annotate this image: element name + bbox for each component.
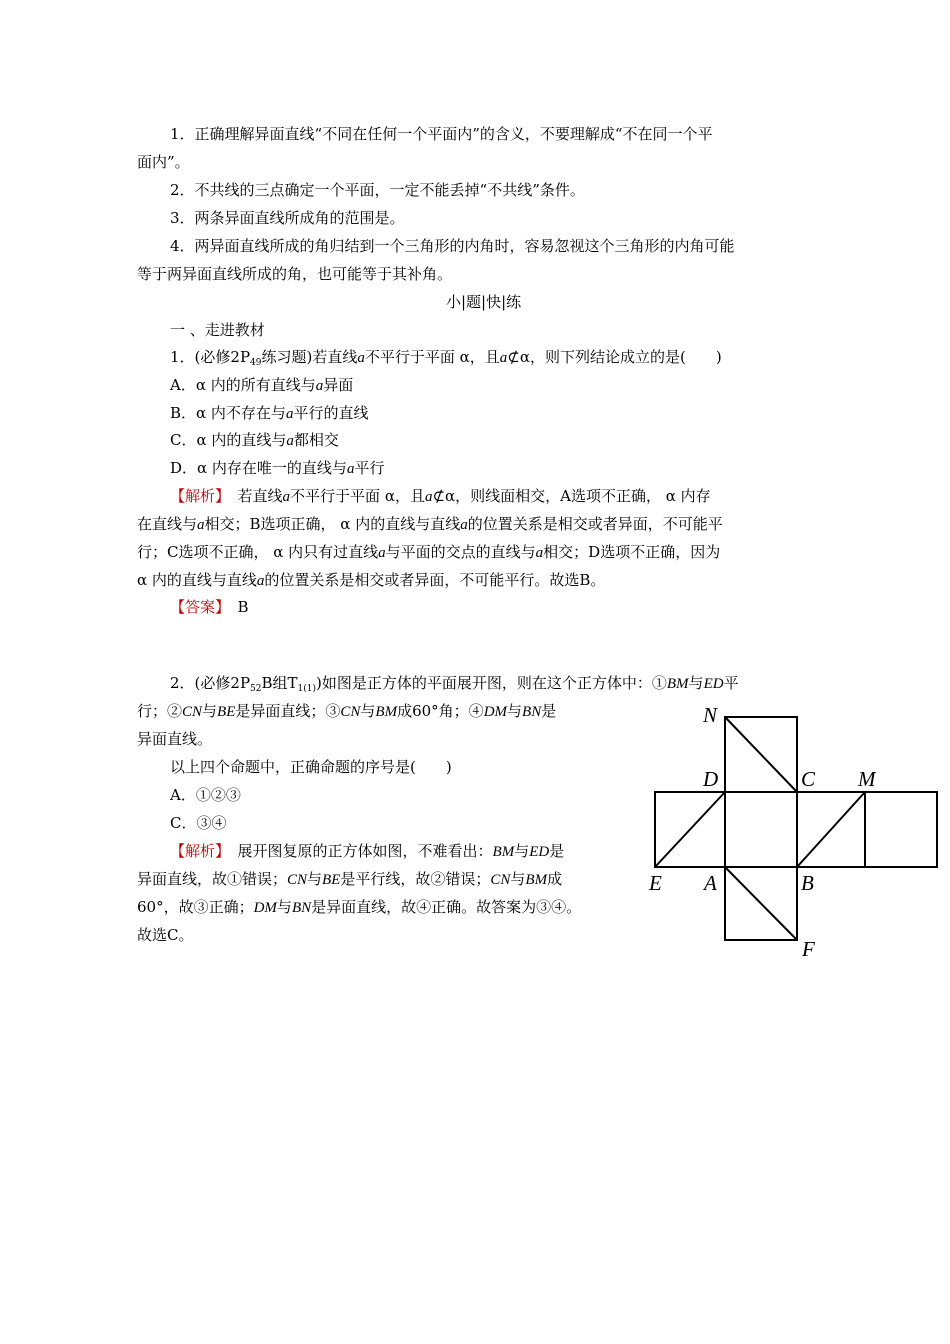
q1-analysis-line-2: 在直线与a相交；B选项正确， α 内的直线与直线a的位置关系是相交或者异面，不可能平 (137, 515, 723, 533)
diagonal-nc (725, 717, 797, 792)
label-d: D (703, 767, 719, 791)
cube-net-figure (640, 700, 950, 970)
net-face-far-right (865, 792, 937, 867)
label-a: A (704, 871, 717, 895)
q2-analysis-line-2: 异面直线，故①错误；CN与BE是平行线，故②错误；CN与BM成 (137, 870, 563, 888)
note-1-line-2: 面内”。 (137, 153, 190, 171)
note-2: 2．不共线的三点确定一个平面，一定不能丢掉“不共线”条件。 (170, 181, 585, 199)
label-e: E (649, 871, 662, 895)
label-b: B (801, 871, 814, 895)
analysis-tag: 【解析】 (170, 487, 223, 505)
note-4-line-1: 4．两异面直线所成的角归结到一个三角形的内角时，容易忽视这个三角形的内角可能 (170, 237, 735, 255)
net-face-center (725, 792, 797, 867)
q2-stem-line-2: 行；②CN与BE是异面直线；③CN与BM成60°角；④DM与BN是 (137, 702, 557, 720)
q2-option-c: C．③④ (170, 814, 227, 832)
q1-option-d: D．α 内存在唯一的直线与a平行 (170, 459, 385, 477)
label-m: M (858, 767, 876, 791)
q2-stem-line-1: 2．(必修$2P_{52}B$组$T_{1(1)}$)如图是正方体的平面展开图，则在这个正方体中：①BM与ED平 (170, 674, 739, 694)
diagonal-mb (797, 792, 865, 867)
q1-answer: 【答案】 B (170, 598, 249, 616)
section-title: 小|题|快|练 (446, 293, 522, 311)
subsection-title: 一 、走进教材 (170, 321, 265, 339)
label-c: C (801, 767, 816, 791)
q1-option-c: C．α 内的直线与a都相交 (170, 431, 339, 449)
q1-analysis-line-4: α 内的直线与直线a的位置关系是相交或者异面，不可能平行。故选B。 (137, 571, 606, 589)
diagonal-de (655, 792, 725, 867)
note-3: 3．两条异面直线所成角的范围是。 (170, 209, 405, 227)
q1-analysis-line-3: 行；C选项不正确， α 内只有过直线a与平面的交点的直线与a相交；D选项不正确，因为 (137, 543, 721, 561)
answer-tag: 【答案】 (170, 598, 223, 616)
q2-stem-line-3: 异面直线。 (137, 730, 213, 748)
diagonal-af (725, 867, 797, 940)
q2-analysis-line-4: 故选C。 (137, 926, 194, 944)
q2-option-a: A．①②③ (170, 786, 241, 804)
note-1-line-1: 1．正确理解异面直线“不同在任何一个平面内”的含义，不要理解成“不在同一个平 (170, 125, 713, 143)
q2-analysis-line-1: 【解析】 展开图复原的正方体如图，不难看出：BM与ED是 (170, 842, 565, 860)
note-4-line-2: 等于两异面直线所成的角，也可能等于其补角。 (137, 265, 453, 283)
q2-analysis-line-3: 60°，故③正确；DM与BN是异面直线，故④正确。故答案为③④。 (137, 898, 582, 916)
q1-option-a: A．α 内的所有直线与a异面 (170, 376, 354, 394)
label-n: N (703, 703, 718, 727)
q2-prompt: 以上四个命题中，正确命题的序号是( ) (170, 758, 452, 776)
q1-analysis-line-1: 【解析】 若直线a不平行于平面 α，且a⊄α，则线面相交，A选项不正确， α 内存 (170, 487, 711, 505)
q1-stem: 1．(必修$2P_{49}$练习题)若直线a不平行于平面 α，且a⊄α，则下列结论成立的是( ) (170, 348, 722, 368)
label-f: F (802, 937, 815, 961)
q1-option-b: B．α 内不存在与a平行的直线 (170, 404, 369, 422)
analysis-tag: 【解析】 (170, 842, 223, 860)
